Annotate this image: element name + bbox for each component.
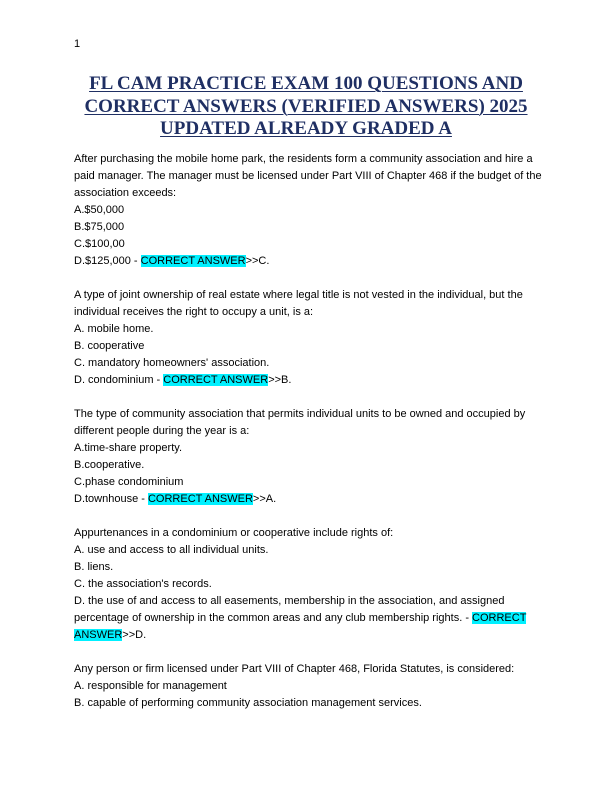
- correct-answer-highlight: CORRECT ANSWER: [163, 374, 269, 386]
- question-line: The type of community association that permits individual units to be owned and occupied by: [74, 408, 526, 420]
- question-line: Appurtenances in a condominium or cooperative include rights of:: [74, 527, 394, 539]
- page-number: 1: [74, 38, 81, 50]
- answer-option: A. responsible for management: [74, 680, 227, 692]
- document-title: [62, 73, 550, 141]
- question-block: [74, 525, 540, 644]
- question-block: [74, 151, 540, 270]
- answer-option: D.$125,000 -: [74, 255, 141, 267]
- answer-option: A.time-share property.: [74, 442, 183, 454]
- answer-option: A. mobile home.: [74, 323, 154, 335]
- title-line: UPDATED ALREADY GRADED A: [160, 118, 452, 139]
- answer-option: A.$50,000: [74, 204, 125, 216]
- answer-option: D.townhouse -: [74, 493, 148, 505]
- correct-answer-highlight: CORRECT ANSWER: [140, 255, 246, 267]
- answer-option: C.phase condominium: [74, 476, 184, 488]
- answer-option: C. the association's records.: [74, 578, 212, 590]
- title-line: CORRECT ANSWERS (VERIFIED ANSWERS) 2025: [84, 95, 528, 117]
- question-block: [74, 406, 540, 508]
- question-line: After purchasing the mobile home park, the residents form a community association and hire a: [74, 153, 533, 165]
- answer-option: B. liens.: [74, 561, 114, 573]
- correct-answer-value: >>C.: [245, 255, 270, 267]
- answer-option: B. capable of performing community association management services.: [74, 697, 422, 709]
- answer-option: D. the use of and access to all easements, membership in the association, and assigned: [74, 595, 505, 607]
- correct-answer-highlight: CORRECT: [472, 612, 527, 624]
- answer-option: B.cooperative.: [74, 459, 145, 471]
- correct-answer-highlight: CORRECT ANSWER: [147, 493, 253, 505]
- answer-option: D. condominium -: [74, 374, 164, 386]
- question-block: [74, 287, 540, 389]
- answer-option: B. cooperative: [74, 340, 145, 352]
- correct-answer-highlight: ANSWER: [74, 629, 123, 641]
- answer-option: C. mandatory homeowners' association.: [74, 357, 270, 369]
- correct-answer-value: >>A.: [252, 493, 277, 505]
- answer-line: [74, 610, 540, 627]
- answer-line: [74, 491, 540, 508]
- answer-option: C.$100,00: [74, 238, 125, 250]
- title-line: FL CAM PRACTICE EXAM 100 QUESTIONS AND: [89, 73, 523, 94]
- question-block: [74, 661, 540, 712]
- answer-option: percentage of ownership in the common areas and any club membership rights. -: [74, 612, 473, 624]
- question-line: Any person or firm licensed under Part VIII of Chapter 468, Florida Statutes, is considered:: [74, 663, 515, 675]
- question-line: association exceeds:: [74, 187, 177, 199]
- answer-option: A. use and access to all individual units.: [74, 544, 269, 556]
- correct-answer-value: >>B.: [268, 374, 292, 386]
- question-line: paid manager. The manager must be licensed under Part VIII of Chapter 468 if the budget of the: [74, 170, 542, 182]
- answer-line: [74, 372, 540, 389]
- answer-line: [74, 627, 540, 644]
- question-list: [74, 151, 540, 729]
- question-line: different people during the year is a:: [74, 425, 250, 437]
- answer-option: B.$75,000: [74, 221, 125, 233]
- question-line: A type of joint ownership of real estate where legal title is not vested in the individual, but the: [74, 289, 523, 301]
- correct-answer-value: >>D.: [122, 629, 147, 641]
- answer-line: [74, 253, 540, 270]
- question-line: individual receives the right to occupy a unit, is a:: [74, 306, 314, 318]
